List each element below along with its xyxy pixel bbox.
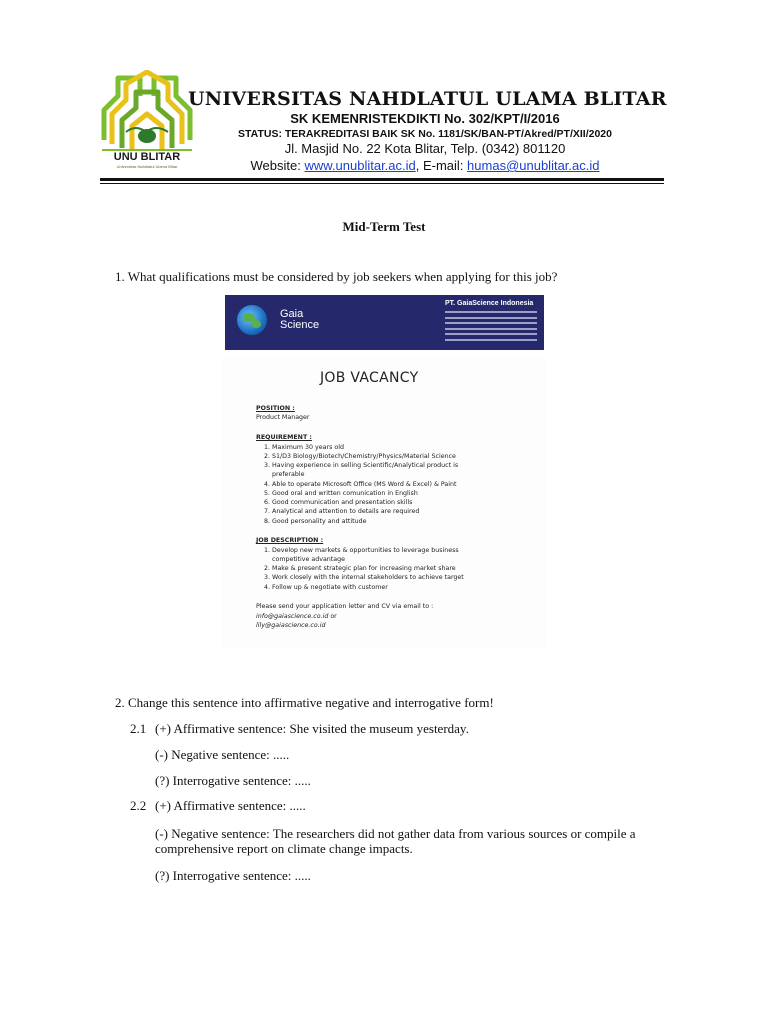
company-banner [225,295,544,350]
company-address-lines [445,311,537,345]
brand-name: Gaia Science [280,308,320,331]
requirement-item: 5. Good oral and written comunication in English [264,490,418,497]
requirement-heading: REQUIREMENT : [256,434,312,441]
email-label: , E-mail: [415,158,468,173]
apply-instructions: Please send your application letter and CV via email to : [256,603,434,610]
apply-email-1: info@gaiascience.co.id [256,613,329,620]
accreditation-line: STATUS: TERAKREDITASI BAIK SK No. 1181/SK/BAN-PT/Akred/PT/XII/2020 [238,128,612,140]
item-2-1-negative: (-) Negative sentence: ..... [155,747,290,762]
logo-subtext: Universitas Nahdlatul Ulama Blitar [116,164,178,169]
question-2: 2. Change this sentence into affirmative negative and interrogative form! [115,695,494,710]
website-label: Website: [250,158,305,173]
item-number-2-1: 2.1 [130,721,147,736]
header-rule-thick [100,178,664,181]
item-number-2-2: 2.2 [130,798,147,813]
email-link[interactable]: humas@unublitar.ac.id [467,158,600,173]
description-item: competitive advantage [272,556,345,563]
requirement-item: 8. Good personality and attitude [264,518,367,525]
item-2-1-affirmative: (+) Affirmative sentence: She visited the museum yesterday. [155,721,469,736]
job-vacancy-poster [222,358,546,648]
poster-title: JOB VACANCY [320,370,419,386]
contact-line [210,158,640,173]
description-item: 3. Work closely with the internal stakeholders to achieve target [264,574,464,581]
address-line: Jl. Masjid No. 22 Kota Blitar, Telp. (0342) 801120 [284,141,566,156]
item-2-2-interrogative: (?) Interrogative sentence: ..... [155,868,311,883]
requirement-item: 2. S1/D3 Biology/Biotech/Chemistry/Physics/Material Science [264,453,456,460]
requirement-item: preferable [272,471,305,478]
requirement-item: 3. Having experience in selling Scientific/Analytical product is [264,462,459,469]
header-rule-thin [100,183,664,184]
item-2-2-affirmative: (+) Affirmative sentence: ..... [155,798,306,813]
description-item: 4. Follow up & negotiate with customer [264,584,388,591]
globe-icon [237,305,267,335]
requirement-item: 1. Maximum 30 years old [264,444,344,451]
website-link[interactable]: www.unublitar.ac.id [304,158,416,173]
apply-email-1-line [256,612,337,621]
description-heading: JOB DESCRIPTION : [256,537,324,544]
apply-email-2: lily@gaiascience.co.id [256,622,326,629]
description-item: 1. Develop new markets & opportunities to leverage business [264,547,459,554]
position-value: Product Manager [256,414,310,421]
requirement-item: 4. Able to operate Microsoft Office (MS Word & Excel) & Paint [264,481,457,488]
logo-text: UNU BLITAR [113,151,181,163]
item-2-2-negative-line-2: comprehensive report on climate change impacts. [155,841,413,856]
university-name: UNIVERSITAS NAHDLATUL ULAMA BLITAR [188,88,667,110]
requirement-item: 6. Good communication and presentation skills [264,499,413,506]
question-1: 1. What qualifications must be considered by job seekers when applying for this job? [115,269,558,284]
item-2-2-negative-line-1: (-) Negative sentence: The researchers did not gather data from various sources or compile a [155,826,636,841]
decree-line: SK KEMENRISTEKDIKTI No. 302/KPT/I/2016 [290,111,560,126]
company-name: PT. GaiaScience Indonesia [445,300,534,307]
apply-email-or: or [328,613,337,620]
description-item: 2. Make & present strategic plan for increasing market share [264,565,456,572]
requirement-item: 7. Analytical and attention to details are required [264,508,420,515]
item-2-1-interrogative: (?) Interrogative sentence: ..... [155,773,311,788]
position-heading: POSITION : [256,405,295,412]
page-title: Mid-Term Test [342,219,426,234]
